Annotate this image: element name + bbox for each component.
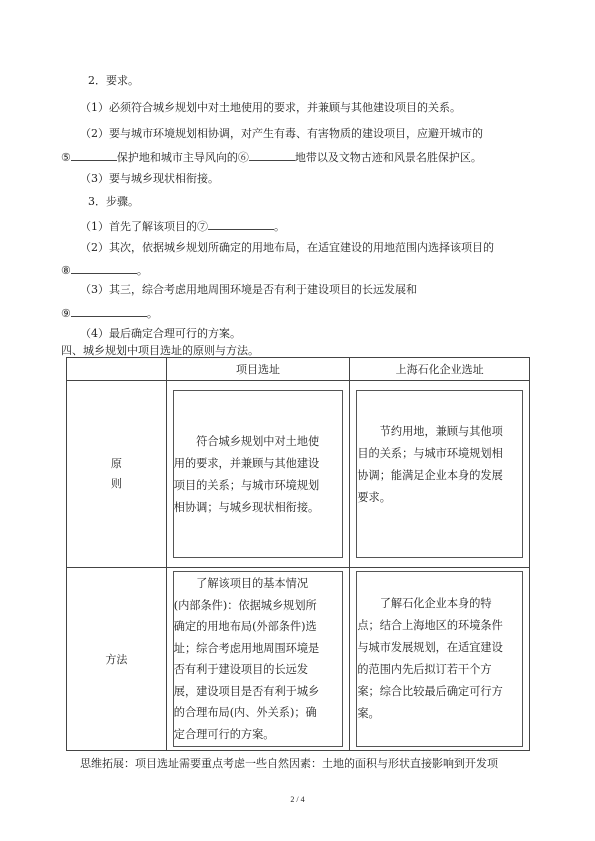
text-line: 定合理可行的方案。 [173,727,275,741]
step-1-end: 。 [274,220,285,233]
text-line: 的合理布局(内、外关系)；确 [173,706,317,719]
text-line: 节约用地，兼顾与其他项 [357,425,503,438]
step-2-line2 [61,262,148,278]
text-line: 案。 [357,707,380,720]
header-shanghai-petrochem: 上海石化企业选址 [350,358,530,381]
text-line: 确定的用地布局(外部条件)选 [173,620,317,633]
header-project-site: 项目选址 [166,358,350,381]
text-line: 否有利于建设项目的长远发 [173,663,309,676]
header-empty-cell [67,358,167,381]
text-line: 展，建设项目是否有利于城乡 [173,684,320,698]
step-3-end: 。 [146,307,158,320]
cell-methods-shanghai [350,568,530,751]
step-1 [80,218,285,234]
blank-marker-8: ⑧ [61,264,71,277]
site-selection-table [66,357,530,751]
methods-project-box [173,571,344,747]
text-line: 用的要求，并兼顾与其他建设 [173,457,320,470]
text-line: 相协调；与城乡现状相衔接。 [173,501,320,514]
requirement-2-line2 [61,149,482,165]
section-2-title: 2．要求。 [88,74,139,87]
section-3-title: 3．步骤。 [88,195,139,208]
step-2-line1: （2）其次，依据城乡规划所确定的用地布局，在适宜建设的用地范围内选择该项目的 [80,241,494,254]
requirement-2-middle-text: 保护地和城市主导风向的⑥ [116,151,249,164]
text-line: 目的关系；与城市环境规划相 [357,447,503,460]
step-4: （4）最后确定合理可行的方案。 [80,327,241,340]
requirement-2-line1: （2）要与城市环境规划相协调，对产生有毒、有害物质的建设项目，应避开城市的 [80,127,483,140]
text-line: 址；综合考虑用地周围环境是 [173,641,320,655]
row-label-principles [67,381,167,568]
blank-8[interactable] [71,262,137,274]
row-label-principles-line2: 则 [110,477,122,490]
step-3-line1: （3）其三，综合考虑用地周围环境是否有利于建设项目的长远发展和 [80,283,417,296]
text-line: 案；综合比较最后确定可行方 [357,685,503,698]
principles-project-box [173,390,344,558]
requirement-2-end-text: 地带以及文物古迹和风景名胜保护区。 [294,151,482,164]
text-line: (内部条件)：依据城乡规划所 [173,598,317,612]
table-header-row [67,358,530,381]
cell-principles-project [166,381,350,568]
thinking-extension: 思维拓展：项目选址需要重点考虑一些自然因素：土地的面积与形状直接影响到开发项 [80,757,498,770]
step-1-text: （1）首先了解该项目的⑦ [80,220,208,233]
blank-6[interactable] [249,149,295,161]
table-row-methods [67,568,530,751]
text-line: 要求。 [357,491,391,504]
text-line: 的范围内先后拟订若干个方 [357,663,492,676]
cell-methods-project [166,568,350,751]
section-4-title: 四、城乡规划中项目选址的原则与方法。 [61,344,259,357]
text-line: 项目的关系；与城市环境规划 [173,479,320,492]
row-label-principles-line1: 原 [110,457,122,470]
blank-9[interactable] [71,305,147,317]
blank-marker-9: ⑨ [61,307,71,320]
row-label-methods: 方法 [67,568,167,751]
text-line: 了解该项目的基本情况 [173,577,309,590]
page-number: 2 / 4 [290,795,305,804]
text-line: 与城市发展规划，在适宜建设 [357,641,503,654]
blank-marker-5: ⑤ [61,151,71,164]
requirement-3: （3）要与城乡现状相衔接。 [80,172,219,185]
text-line: 符合城乡规划中对土地使 [173,435,320,448]
text-line: 点；结合上海地区的环境条件 [357,619,503,632]
table-row-principles [67,381,530,568]
blank-5[interactable] [71,149,117,161]
cell-principles-shanghai [350,381,530,568]
text-line: 了解石化企业本身的特 [357,597,492,610]
requirement-1: （1）必须符合城乡规划中对土地使用的要求，并兼顾与其他建设项目的关系。 [80,101,461,114]
blank-7[interactable] [208,218,274,230]
step-3-line2 [61,305,158,321]
principles-shanghai-box [356,390,523,558]
methods-shanghai-box [356,571,523,747]
text-line: 协调；能满足企业本身的发展 [357,469,503,482]
step-2-end: 。 [136,264,148,277]
